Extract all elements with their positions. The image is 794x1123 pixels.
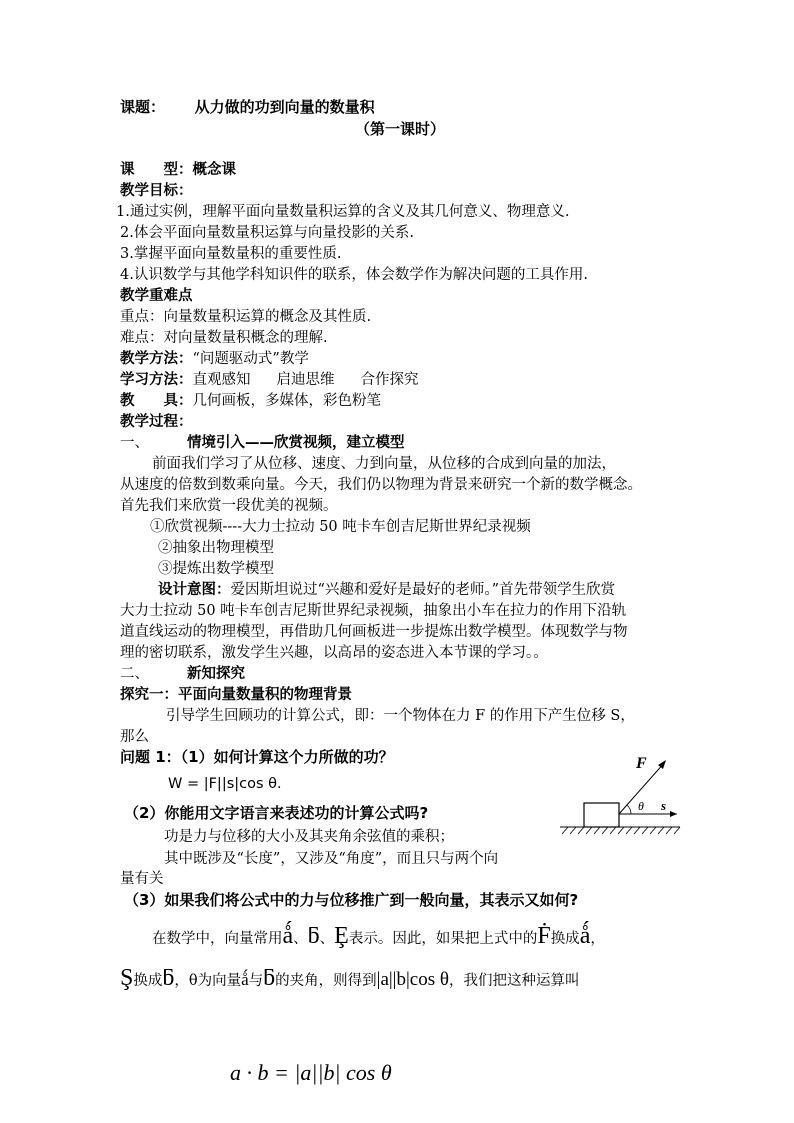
design-label: 设计意图：	[158, 582, 231, 598]
answer-text: 其中既涉及“长度”，又涉及“角度”，而且只与两个向	[164, 851, 499, 867]
title-text: 从力做的功到向量的数量积	[194, 98, 375, 116]
vector-a-symbol: ǻ	[579, 923, 591, 949]
question-1: 问题 1：（1）如何计算这个力所做的功？	[120, 748, 394, 766]
step-item: ③提炼出数学模型	[158, 561, 274, 577]
vector-b-symbol: ƃ	[162, 965, 175, 991]
teaching-method	[120, 349, 309, 369]
step-item: ①欣赏视频----大力士拉动 50 吨卡车创吉尼斯世界纪录视频	[150, 519, 531, 535]
course-type-value: 概念课	[192, 162, 236, 178]
general-text: 、	[319, 931, 335, 947]
general-text: ，θ为向量	[174, 973, 242, 989]
design-intent	[158, 580, 615, 600]
objective-item: 2.体会平面向量数量积运算与向量投影的关系.	[120, 225, 414, 241]
answer-text: 功是力与位移的大小及其夹角余弦值的乘积；	[164, 829, 454, 845]
section-1-paragraph: 前面我们学习了从位移、速度、力到向量，从位移的合成到向量的加法，	[152, 456, 616, 472]
general-text: 与	[248, 973, 264, 989]
general-text: 换成	[133, 973, 163, 989]
section-2-title: 新知探究	[187, 666, 245, 682]
explore-intro: 引导学生回顾功的计算公式，即：一个物体在力 F 的作用下产生位移 S，	[166, 708, 635, 724]
work-formula: W = |F||s|cos θ.	[168, 776, 282, 792]
learning-method	[120, 370, 419, 390]
vector-a-symbol: ǻ	[282, 923, 294, 949]
difficulty-point: 难点：对向量数量积概念的理解.	[120, 330, 328, 346]
learning-item: 启迪思维	[276, 372, 335, 388]
answer-text: 量有关	[120, 871, 164, 887]
method-label: 教学方法：	[120, 351, 193, 367]
learning-label: 学习方法：	[120, 372, 193, 388]
force-arrowhead	[658, 760, 666, 769]
general-line-2	[120, 965, 580, 991]
objective-item: 1.通过实例，理解平面向量数量积运算的含义及其几何意义、物理意义.	[116, 204, 570, 220]
objective-item: 4.认识数学与其他学科知识件的联系，体会数学作为解决问题的工具作用.	[120, 267, 588, 283]
ground-hatching	[562, 827, 680, 834]
step-item: ②抽象出物理模型	[158, 540, 274, 556]
vector-b-symbol: ƃ	[263, 965, 276, 991]
general-text: 、	[293, 931, 308, 947]
question-3: （3）如果我们将公式中的力与位移推广到一般向量，其表示又如何?	[124, 891, 579, 909]
angle-label: θ	[638, 799, 644, 813]
section-2-heading	[120, 664, 245, 684]
teaching-tools	[120, 391, 381, 411]
title-label: 课题：	[120, 98, 166, 116]
question-2: （2）你能用文字语言来表述功的计算公式吗?	[124, 804, 429, 822]
design-text: 理的密切联系，激发学生兴趣，以高昂的姿态进入本节课的学习。。	[120, 645, 548, 661]
process-heading: 教学过程：	[120, 414, 193, 430]
tools-label: 教 具：	[120, 393, 193, 409]
block-shape	[584, 803, 619, 827]
general-text: 在数学中，向量常用	[152, 931, 283, 947]
vector-f-symbol: Ḟ	[537, 923, 551, 949]
general-text: 表示。因此，如果把上式中的	[348, 931, 538, 947]
displacement-arrowhead	[670, 811, 677, 817]
design-text: 大力士拉动 50 吨卡车创吉尼斯世界纪录视频，抽象出小车在拉力的作用下沿轨	[120, 603, 627, 619]
section-2-number: 二、	[120, 666, 149, 682]
objectives-heading: 教学目标：	[120, 183, 193, 199]
force-label: F	[636, 755, 647, 772]
vector-b-symbol: ƃ	[307, 923, 320, 949]
lesson-title	[120, 97, 375, 117]
displacement-label: s	[661, 798, 667, 813]
method-value: “问题驱动式”教学	[192, 351, 309, 367]
course-type	[120, 160, 236, 180]
design-text: 爱因斯坦说过“兴趣和爱好是最好的老师。”首先带领学生欣赏	[230, 582, 616, 598]
general-text: ，	[590, 931, 605, 947]
objective-item: 3.掌握平面向量数量积的重要性质.	[120, 246, 342, 262]
section-1-paragraph: 首先我们来欣赏一段优美的视频。	[120, 498, 338, 514]
general-text: ，我们把这种运算叫	[448, 973, 580, 989]
general-line-1	[152, 923, 605, 949]
vector-c-symbol: Ȩ	[334, 923, 349, 949]
section-1-paragraph: 从速度的倍数到数乘向量。今天，我们仍以物理为背景来研究一个新的数学概念。	[120, 477, 642, 493]
vector-s-symbol: Ş	[120, 965, 134, 991]
key-points-heading: 教学重难点	[120, 288, 193, 304]
explore-1-heading: 探究一：平面向量数量积的物理背景	[120, 687, 352, 703]
angle-arc	[627, 805, 631, 814]
learning-item: 直观感知	[192, 372, 251, 388]
tools-value: 几何画板，多媒体，彩色粉笔	[192, 393, 381, 409]
section-1-number: 一、	[120, 435, 149, 451]
lesson-subtitle: （第一课时）	[355, 120, 446, 138]
explore-intro: 那么	[120, 729, 149, 745]
dot-product-formula: a · b = |a||b| cos θ	[230, 1060, 392, 1085]
key-point: 重点：向量数量积运算的概念及其性质.	[120, 309, 372, 325]
section-1-title: 情境引入——欣赏视频，建立模型	[187, 435, 405, 451]
course-type-label: 课 型：	[120, 162, 193, 178]
learning-item: 合作探究	[360, 372, 419, 388]
section-1-heading	[120, 433, 405, 453]
general-text: 换成	[550, 931, 580, 947]
inline-product-formula: |a||b|cos θ	[376, 969, 449, 990]
force-displacement-figure	[558, 752, 684, 834]
vector-a-symbol: ǻ	[241, 970, 249, 989]
design-text: 道直线运动的物理模型，再借助几何画板进一步提炼出数学模型。体现数学与物	[120, 624, 628, 640]
general-text: 的夹角，则得到	[275, 973, 377, 989]
